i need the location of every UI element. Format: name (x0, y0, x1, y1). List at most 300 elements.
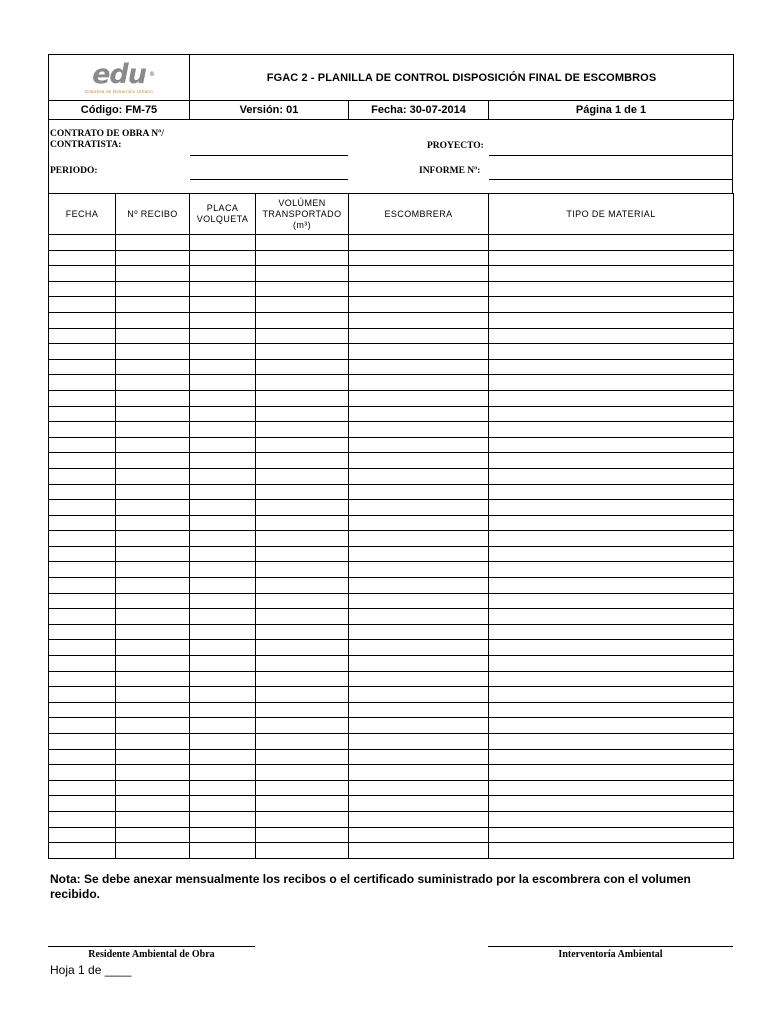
cell-escombrera[interactable] (349, 422, 489, 438)
cell-fecha[interactable] (49, 390, 116, 406)
cell-recibo[interactable] (116, 235, 190, 251)
cell-escombrera[interactable] (349, 390, 489, 406)
cell-recibo[interactable] (116, 827, 190, 843)
table-row (49, 453, 734, 469)
cell-tipo[interactable] (489, 297, 734, 313)
cell-tipo[interactable] (489, 437, 734, 453)
cell-escombrera[interactable] (349, 562, 489, 578)
contract-info-section (48, 120, 733, 193)
cell-tipo[interactable] (489, 609, 734, 625)
cell-tipo[interactable] (489, 235, 734, 251)
cell-placa[interactable] (190, 453, 256, 469)
table-row (49, 687, 734, 703)
cell-escombrera[interactable] (349, 827, 489, 843)
cell-fecha[interactable] (49, 687, 116, 703)
cell-placa[interactable] (190, 312, 256, 328)
cell-fecha[interactable] (49, 843, 116, 859)
cell-recibo[interactable] (116, 718, 190, 734)
cell-volumen[interactable] (256, 718, 349, 734)
cell-recibo[interactable] (116, 702, 190, 718)
cell-escombrera[interactable] (349, 843, 489, 859)
cell-escombrera[interactable] (349, 437, 489, 453)
table-header-row (49, 194, 734, 235)
cell-placa[interactable] (190, 765, 256, 781)
cell-tipo[interactable] (489, 734, 734, 750)
cell-recibo[interactable] (116, 609, 190, 625)
cell-tipo[interactable] (489, 546, 734, 562)
table-row (49, 702, 734, 718)
cell-recibo[interactable] (116, 843, 190, 859)
cell-fecha[interactable] (49, 375, 116, 391)
interventoria-signature-line[interactable] (488, 946, 733, 947)
cell-tipo[interactable] (489, 422, 734, 438)
cell-placa[interactable] (190, 546, 256, 562)
cell-escombrera[interactable] (349, 609, 489, 625)
cell-volumen[interactable] (256, 624, 349, 640)
cell-placa[interactable] (190, 811, 256, 827)
cell-escombrera[interactable] (349, 811, 489, 827)
cell-fecha[interactable] (49, 468, 116, 484)
table-row (49, 515, 734, 531)
cell-tipo[interactable] (489, 344, 734, 360)
cell-placa[interactable] (190, 235, 256, 251)
cell-fecha[interactable] (49, 250, 116, 266)
table-row (49, 811, 734, 827)
cell-volumen[interactable] (256, 749, 349, 765)
cell-tipo[interactable] (489, 500, 734, 516)
cell-volumen[interactable] (256, 437, 349, 453)
cell-placa[interactable] (190, 484, 256, 500)
cell-escombrera[interactable] (349, 484, 489, 500)
cell-tipo[interactable] (489, 656, 734, 672)
logo-mark: edu ® (92, 58, 154, 90)
cell-volumen[interactable] (256, 531, 349, 547)
cell-placa[interactable] (190, 687, 256, 703)
table-row (49, 593, 734, 609)
table-row (49, 734, 734, 750)
cell-tipo[interactable] (489, 671, 734, 687)
table-row (49, 562, 734, 578)
table-row (49, 656, 734, 672)
escombros-table (48, 193, 734, 859)
table-row (49, 390, 734, 406)
pagina-cell: Página 1 de 1 (489, 101, 734, 120)
cell-volumen[interactable] (256, 734, 349, 750)
cell-volumen[interactable] (256, 562, 349, 578)
table-row (49, 406, 734, 422)
cell-fecha[interactable] (49, 718, 116, 734)
cell-tipo[interactable] (489, 453, 734, 469)
cell-recibo[interactable] (116, 375, 190, 391)
cell-recibo[interactable] (116, 266, 190, 282)
cell-placa[interactable] (190, 796, 256, 812)
proyecto-label: PROYECTO: (427, 141, 484, 151)
cell-tipo[interactable] (489, 749, 734, 765)
cell-recibo[interactable] (116, 624, 190, 640)
cell-volumen[interactable] (256, 687, 349, 703)
residente-signature-label: Residente Ambiental de Obra (88, 949, 215, 960)
cell-escombrera[interactable] (349, 578, 489, 594)
cell-placa[interactable] (190, 734, 256, 750)
cell-volumen[interactable] (256, 578, 349, 594)
cell-placa[interactable] (190, 640, 256, 656)
cell-escombrera[interactable] (349, 281, 489, 297)
cell-tipo[interactable] (489, 624, 734, 640)
col-header-volumen: VOLÚMEN TRANSPORTADO (m³) (256, 194, 349, 235)
table-row (49, 500, 734, 516)
table-row (49, 297, 734, 313)
cell-tipo[interactable] (489, 531, 734, 547)
table-row (49, 235, 734, 251)
cell-escombrera[interactable] (349, 765, 489, 781)
cell-tipo[interactable] (489, 484, 734, 500)
cell-volumen[interactable] (256, 811, 349, 827)
cell-volumen[interactable] (256, 593, 349, 609)
cell-recibo[interactable] (116, 484, 190, 500)
cell-fecha[interactable] (49, 734, 116, 750)
cell-escombrera[interactable] (349, 468, 489, 484)
cell-volumen[interactable] (256, 375, 349, 391)
cell-recibo[interactable] (116, 344, 190, 360)
residente-signature-line[interactable] (48, 946, 255, 947)
cell-recibo[interactable] (116, 281, 190, 297)
cell-placa[interactable] (190, 375, 256, 391)
cell-placa[interactable] (190, 250, 256, 266)
cell-fecha[interactable] (49, 281, 116, 297)
table-row (49, 281, 734, 297)
cell-placa[interactable] (190, 671, 256, 687)
interventoria-signature-label: Interventoría Ambiental (558, 949, 663, 960)
cell-fecha[interactable] (49, 406, 116, 422)
cell-placa[interactable] (190, 266, 256, 282)
cell-volumen[interactable] (256, 484, 349, 500)
note-text: Nota: Se debe anexar mensualmente los recibos o el certificado suministrado por la escombrera con el volumen recibido. (50, 872, 691, 901)
cell-fecha[interactable] (49, 702, 116, 718)
cell-fecha[interactable] (49, 235, 116, 251)
cell-escombrera[interactable] (349, 375, 489, 391)
cell-placa[interactable] (190, 328, 256, 344)
table-body (49, 235, 734, 859)
cell-escombrera[interactable] (349, 718, 489, 734)
informe-field[interactable] (489, 179, 732, 180)
cell-escombrera[interactable] (349, 624, 489, 640)
cell-fecha[interactable] (49, 796, 116, 812)
cell-tipo[interactable] (489, 328, 734, 344)
cell-placa[interactable] (190, 406, 256, 422)
cell-volumen[interactable] (256, 515, 349, 531)
cell-recibo[interactable] (116, 359, 190, 375)
cell-recibo[interactable] (116, 500, 190, 516)
periodo-field[interactable] (190, 179, 348, 180)
cell-fecha[interactable] (49, 344, 116, 360)
contratista-label: CONTRATISTA: (50, 140, 122, 150)
cell-recibo[interactable] (116, 780, 190, 796)
cell-placa[interactable] (190, 593, 256, 609)
cell-placa[interactable] (190, 578, 256, 594)
cell-fecha[interactable] (49, 484, 116, 500)
table-row (49, 780, 734, 796)
cell-fecha[interactable] (49, 671, 116, 687)
cell-fecha[interactable] (49, 656, 116, 672)
cell-tipo[interactable] (489, 640, 734, 656)
col-header-recibo: Nº RECIBO (116, 194, 190, 235)
cell-placa[interactable] (190, 718, 256, 734)
cell-escombrera[interactable] (349, 312, 489, 328)
cell-placa[interactable] (190, 827, 256, 843)
cell-recibo[interactable] (116, 578, 190, 594)
cell-placa[interactable] (190, 422, 256, 438)
cell-recibo[interactable] (116, 437, 190, 453)
cell-volumen[interactable] (256, 656, 349, 672)
cell-placa[interactable] (190, 344, 256, 360)
cell-placa[interactable] (190, 656, 256, 672)
table-row (49, 422, 734, 438)
hoja-footer: Hoja 1 de ____ (50, 963, 132, 977)
cell-recibo[interactable] (116, 312, 190, 328)
cell-volumen[interactable] (256, 827, 349, 843)
cell-placa[interactable] (190, 624, 256, 640)
cell-volumen[interactable] (256, 359, 349, 375)
cell-escombrera[interactable] (349, 359, 489, 375)
cell-tipo[interactable] (489, 312, 734, 328)
cell-tipo[interactable] (489, 811, 734, 827)
cell-escombrera[interactable] (349, 749, 489, 765)
periodo-label: PERIODO: (50, 166, 98, 176)
cell-fecha[interactable] (49, 531, 116, 547)
cell-recibo[interactable] (116, 297, 190, 313)
table-row (49, 827, 734, 843)
cell-volumen[interactable] (256, 390, 349, 406)
cell-placa[interactable] (190, 609, 256, 625)
cell-fecha[interactable] (49, 609, 116, 625)
cell-escombrera[interactable] (349, 328, 489, 344)
cell-volumen[interactable] (256, 266, 349, 282)
col-header-escombrera: ESCOMBRERA (349, 194, 489, 235)
cell-escombrera[interactable] (349, 780, 489, 796)
cell-volumen[interactable] (256, 406, 349, 422)
cell-volumen[interactable] (256, 546, 349, 562)
cell-tipo[interactable] (489, 578, 734, 594)
cell-escombrera[interactable] (349, 406, 489, 422)
cell-placa[interactable] (190, 437, 256, 453)
table-row (49, 671, 734, 687)
logo-subtitle: Empresa de Desarrollo Urbano (85, 88, 153, 94)
cell-escombrera[interactable] (349, 515, 489, 531)
cell-fecha[interactable] (49, 624, 116, 640)
cell-fecha[interactable] (49, 546, 116, 562)
table-row (49, 328, 734, 344)
cell-tipo[interactable] (489, 562, 734, 578)
cell-volumen[interactable] (256, 281, 349, 297)
cell-escombrera[interactable] (349, 734, 489, 750)
version-cell: Versión: 01 (190, 101, 349, 120)
col-header-placa: PLACA VOLQUETA (190, 194, 256, 235)
cell-volumen[interactable] (256, 344, 349, 360)
cell-tipo[interactable] (489, 702, 734, 718)
cell-fecha[interactable] (49, 578, 116, 594)
cell-volumen[interactable] (256, 765, 349, 781)
cell-recibo[interactable] (116, 687, 190, 703)
cell-fecha[interactable] (49, 515, 116, 531)
cell-volumen[interactable] (256, 328, 349, 344)
cell-placa[interactable] (190, 359, 256, 375)
cell-escombrera[interactable] (349, 796, 489, 812)
cell-escombrera[interactable] (349, 250, 489, 266)
cell-placa[interactable] (190, 843, 256, 859)
cell-escombrera[interactable] (349, 640, 489, 656)
cell-escombrera[interactable] (349, 546, 489, 562)
cell-placa[interactable] (190, 531, 256, 547)
cell-recibo[interactable] (116, 811, 190, 827)
cell-recibo[interactable] (116, 734, 190, 750)
cell-placa[interactable] (190, 390, 256, 406)
cell-volumen[interactable] (256, 500, 349, 516)
cell-fecha[interactable] (49, 593, 116, 609)
cell-tipo[interactable] (489, 406, 734, 422)
form-title: FGAC 2 - PLANILLA DE CONTROL DISPOSICIÓN FINAL DE ESCOMBROS (190, 55, 734, 101)
cell-recibo[interactable] (116, 562, 190, 578)
cell-tipo[interactable] (489, 359, 734, 375)
cell-escombrera[interactable] (349, 297, 489, 313)
cell-tipo[interactable] (489, 765, 734, 781)
cell-escombrera[interactable] (349, 453, 489, 469)
cell-fecha[interactable] (49, 780, 116, 796)
contrato-field[interactable] (190, 155, 348, 156)
cell-tipo[interactable] (489, 687, 734, 703)
cell-volumen[interactable] (256, 235, 349, 251)
cell-recibo[interactable] (116, 515, 190, 531)
cell-recibo[interactable] (116, 468, 190, 484)
cell-fecha[interactable] (49, 827, 116, 843)
cell-placa[interactable] (190, 468, 256, 484)
cell-volumen[interactable] (256, 640, 349, 656)
cell-tipo[interactable] (489, 796, 734, 812)
cell-volumen[interactable] (256, 796, 349, 812)
cell-placa[interactable] (190, 780, 256, 796)
cell-tipo[interactable] (489, 593, 734, 609)
cell-fecha[interactable] (49, 437, 116, 453)
cell-recibo[interactable] (116, 656, 190, 672)
cell-escombrera[interactable] (349, 235, 489, 251)
cell-recibo[interactable] (116, 390, 190, 406)
cell-escombrera[interactable] (349, 593, 489, 609)
cell-tipo[interactable] (489, 390, 734, 406)
cell-fecha[interactable] (49, 811, 116, 827)
table-row (49, 624, 734, 640)
cell-tipo[interactable] (489, 843, 734, 859)
cell-tipo[interactable] (489, 468, 734, 484)
table-row (49, 578, 734, 594)
cell-tipo[interactable] (489, 266, 734, 282)
table-row (49, 531, 734, 547)
cell-recibo[interactable] (116, 531, 190, 547)
cell-volumen[interactable] (256, 843, 349, 859)
cell-placa[interactable] (190, 749, 256, 765)
cell-fecha[interactable] (49, 765, 116, 781)
cell-tipo[interactable] (489, 515, 734, 531)
cell-fecha[interactable] (49, 359, 116, 375)
cell-recibo[interactable] (116, 640, 190, 656)
cell-tipo[interactable] (489, 718, 734, 734)
cell-volumen[interactable] (256, 312, 349, 328)
cell-fecha[interactable] (49, 453, 116, 469)
cell-escombrera[interactable] (349, 656, 489, 672)
cell-placa[interactable] (190, 515, 256, 531)
cell-recibo[interactable] (116, 796, 190, 812)
cell-recibo[interactable] (116, 406, 190, 422)
cell-volumen[interactable] (256, 250, 349, 266)
proyecto-field[interactable] (489, 155, 732, 156)
cell-tipo[interactable] (489, 250, 734, 266)
cell-volumen[interactable] (256, 297, 349, 313)
cell-volumen[interactable] (256, 780, 349, 796)
table-row (49, 765, 734, 781)
cell-escombrera[interactable] (349, 500, 489, 516)
cell-recibo[interactable] (116, 422, 190, 438)
cell-recibo[interactable] (116, 671, 190, 687)
cell-placa[interactable] (190, 702, 256, 718)
cell-recibo[interactable] (116, 250, 190, 266)
cell-volumen[interactable] (256, 422, 349, 438)
logo-cell (49, 55, 190, 101)
cell-fecha[interactable] (49, 749, 116, 765)
cell-recibo[interactable] (116, 749, 190, 765)
cell-tipo[interactable] (489, 780, 734, 796)
cell-fecha[interactable] (49, 422, 116, 438)
cell-volumen[interactable] (256, 609, 349, 625)
cell-recibo[interactable] (116, 328, 190, 344)
cell-fecha[interactable] (49, 562, 116, 578)
cell-placa[interactable] (190, 500, 256, 516)
cell-escombrera[interactable] (349, 687, 489, 703)
cell-tipo[interactable] (489, 375, 734, 391)
col-header-tipo: TIPO DE MATERIAL (489, 194, 734, 235)
cell-volumen[interactable] (256, 468, 349, 484)
cell-placa[interactable] (190, 297, 256, 313)
cell-fecha[interactable] (49, 266, 116, 282)
table-row (49, 640, 734, 656)
table-row (49, 437, 734, 453)
cell-fecha[interactable] (49, 297, 116, 313)
cell-fecha[interactable] (49, 328, 116, 344)
cell-recibo[interactable] (116, 765, 190, 781)
cell-recibo[interactable] (116, 593, 190, 609)
cell-placa[interactable] (190, 281, 256, 297)
cell-escombrera[interactable] (349, 531, 489, 547)
cell-escombrera[interactable] (349, 266, 489, 282)
cell-tipo[interactable] (489, 827, 734, 843)
cell-volumen[interactable] (256, 702, 349, 718)
cell-tipo[interactable] (489, 281, 734, 297)
table-row (49, 468, 734, 484)
cell-fecha[interactable] (49, 640, 116, 656)
cell-escombrera[interactable] (349, 702, 489, 718)
cell-escombrera[interactable] (349, 671, 489, 687)
cell-volumen[interactable] (256, 453, 349, 469)
cell-fecha[interactable] (49, 312, 116, 328)
informe-label: INFORME Nº: (419, 166, 481, 176)
cell-escombrera[interactable] (349, 344, 489, 360)
cell-recibo[interactable] (116, 546, 190, 562)
cell-placa[interactable] (190, 562, 256, 578)
fecha-cell: Fecha: 30-07-2014 (349, 101, 489, 120)
table-row (49, 484, 734, 500)
codigo-cell: Código: FM-75 (49, 101, 190, 120)
table-row (49, 749, 734, 765)
cell-volumen[interactable] (256, 671, 349, 687)
cell-fecha[interactable] (49, 500, 116, 516)
cell-recibo[interactable] (116, 453, 190, 469)
